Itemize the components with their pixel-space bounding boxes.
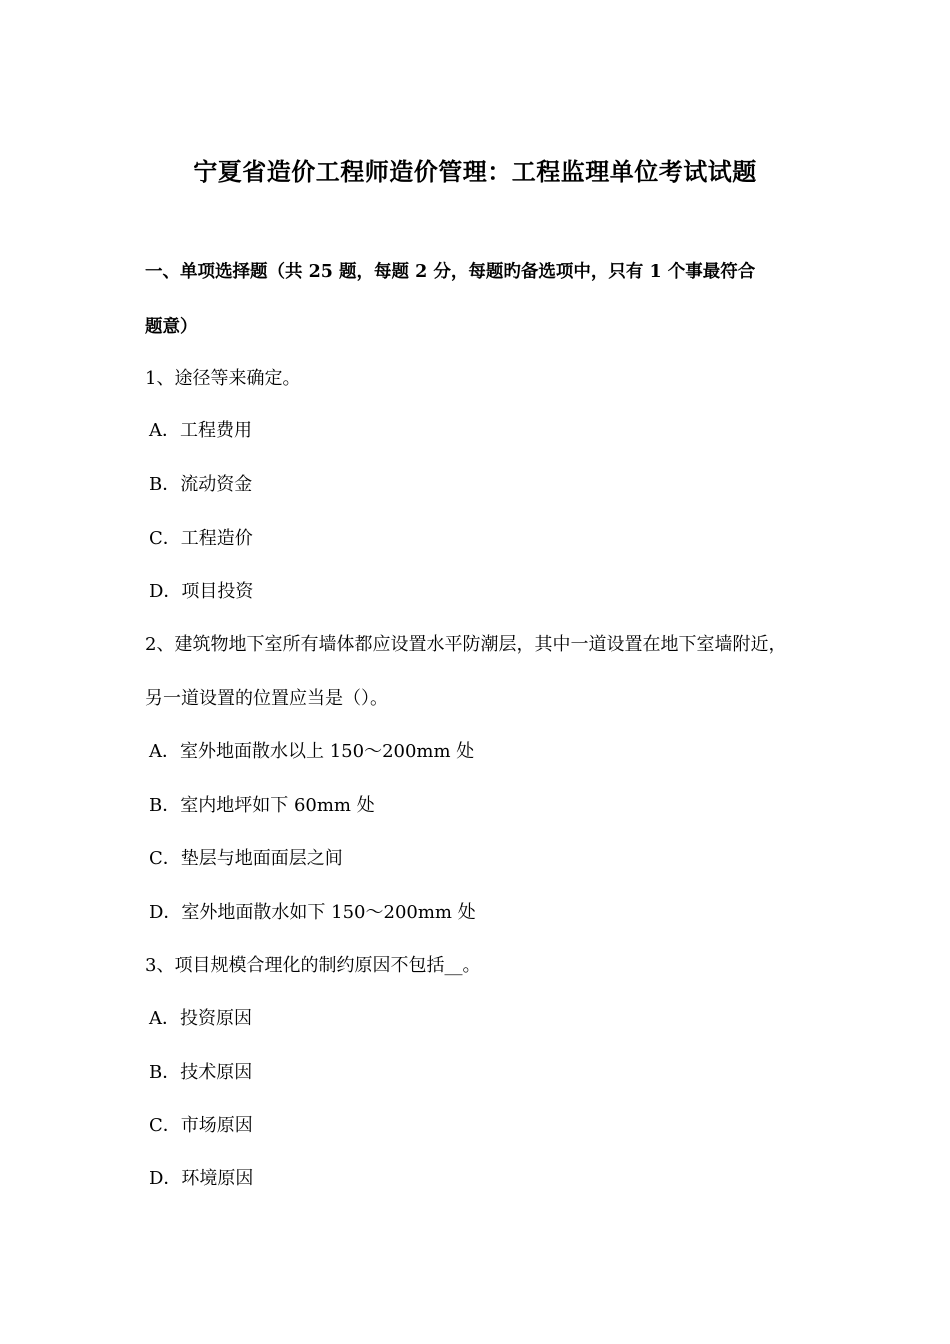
question-1-option-c: C．工程造价 [149, 528, 253, 549]
question-3-option-a: A．投资原因 [149, 1008, 252, 1029]
question-2-option-b: B．室内地坪如下 60mm 处 [149, 795, 375, 816]
question-3-stem: 3、项目规模合理化的制约原因不包括__。 [145, 955, 481, 976]
section-heading-line-2: 题意） [145, 317, 198, 337]
section-heading-line-1: 一、单项选择题（共 25 题，每题 2 分，每题旳备选项中，只有 1 个事最符合 [145, 262, 756, 282]
document-title: 宁夏省造价工程师造价管理：工程监理单位考试试题 [193, 157, 757, 186]
question-1-stem: 1、途径等来确定。 [145, 368, 301, 389]
question-2-stem-line-1: 2、建筑物地下室所有墙体都应设置水平防潮层，其中一道设置在地下室墙附近， [145, 634, 787, 655]
question-3-option-d: D．环境原因 [149, 1168, 254, 1189]
question-2-option-a: A．室外地面散水以上 150～200mm 处 [149, 741, 475, 762]
question-1-option-b: B．流动资金 [149, 474, 253, 495]
question-3-option-b: B．技术原因 [149, 1062, 253, 1083]
question-1-option-a: A．工程费用 [149, 420, 252, 441]
question-2-option-d: D．室外地面散水如下 150～200mm 处 [149, 902, 476, 923]
question-2-option-c: C．垫层与地面面层之间 [149, 848, 343, 869]
question-3-option-c: C．市场原因 [149, 1115, 253, 1136]
question-1-option-d: D．项目投资 [149, 581, 254, 602]
question-2-stem-line-2: 另一道设置的位置应当是（）。 [145, 688, 388, 709]
